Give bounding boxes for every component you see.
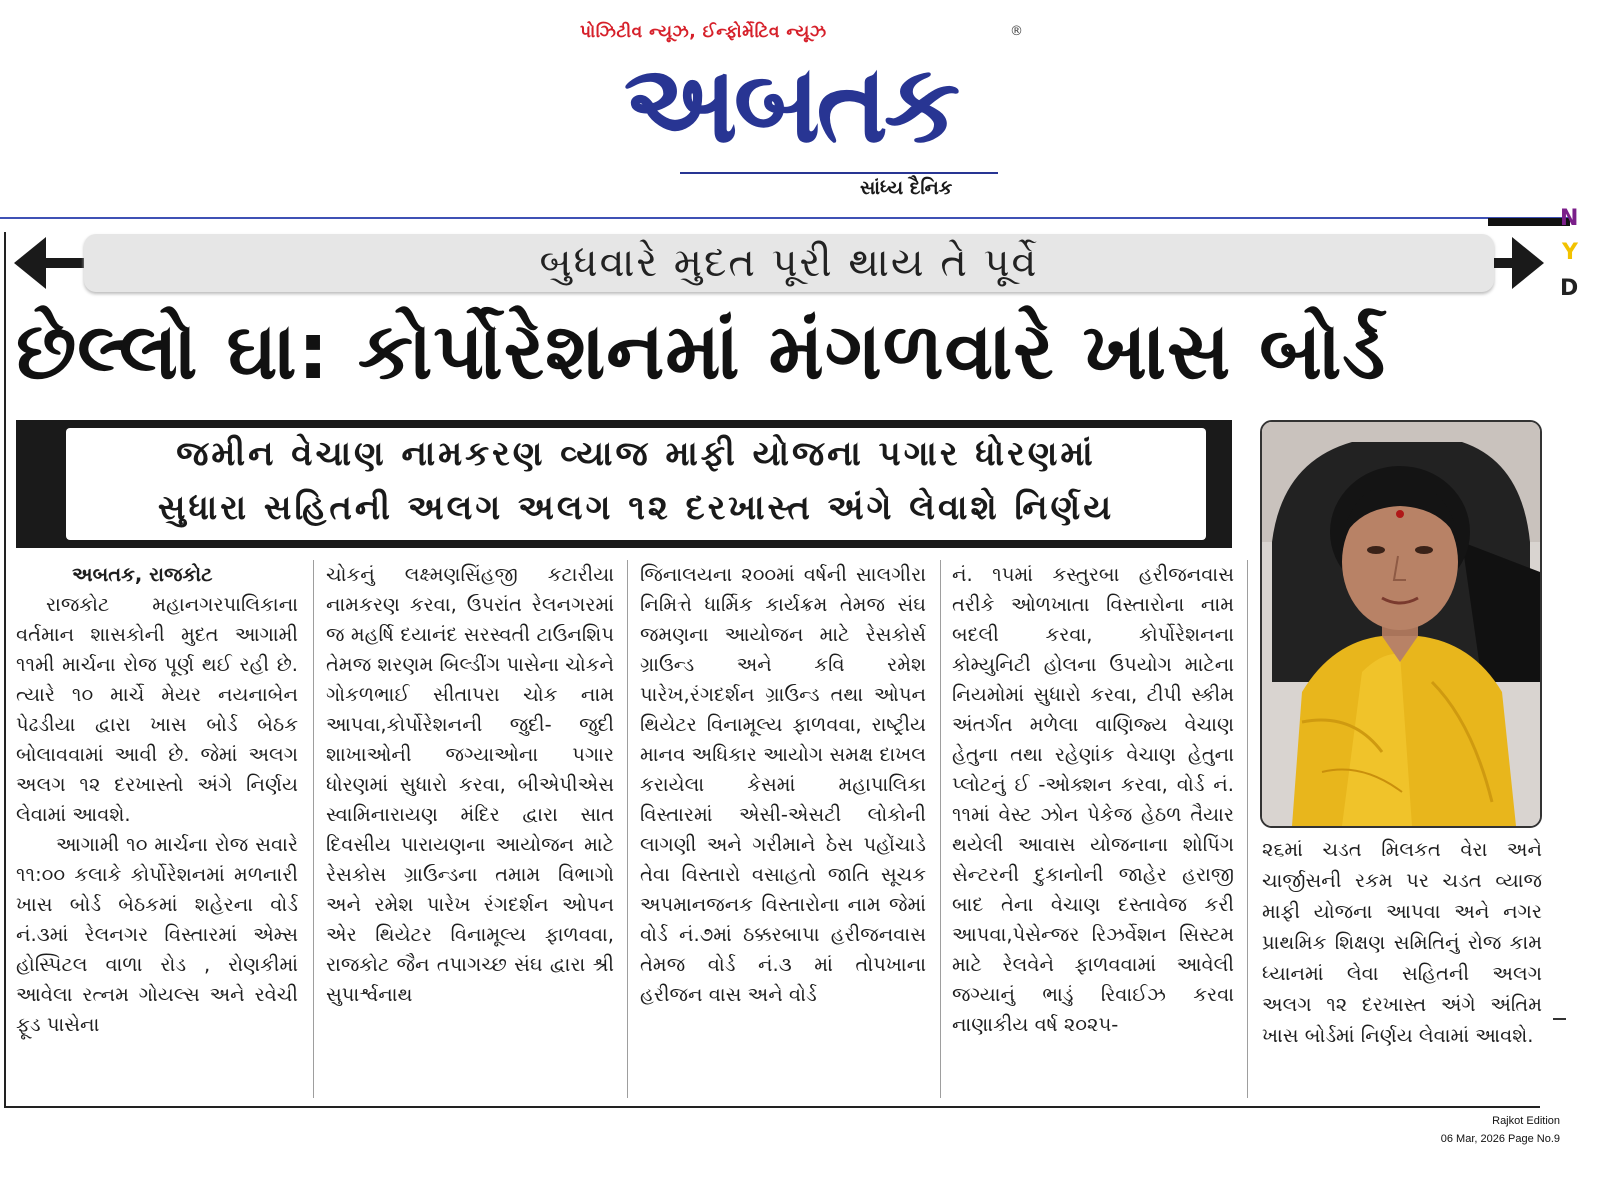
column-rule-3	[940, 560, 941, 1098]
arrow-right-icon	[1512, 237, 1544, 289]
article-column-2	[326, 560, 614, 1102]
article-column-3	[640, 560, 926, 1102]
article-column-1	[16, 560, 298, 1102]
subhead-line-2: સુધારા સહિતની અલગ અલગ ૧૨ દરખાસ્ત અંગે લેવાશે નિર્ણય	[157, 488, 1115, 528]
adjacent-fragment-3: D	[1560, 276, 1579, 301]
article-paragraph-2: આગામી ૧૦ માર્ચના રોજ સવારે ૧૧:૦૦ કલાકે કોર્પોરેશનમાં મળનારી ખાસ બોર્ડ બેઠકમાં શહેરના વોર્ડ નં.૩માં રેલનગર વિસ્તારમાં એમ્સ હોસ્પિટલ વાળા રોડ , રોણકીમાં આવેલા રત્નમ ગોયલ્સ અને રવેચી ફૂડ પાસેના	[16, 833, 298, 1036]
article-paragraph-6: ૨૬માં ચડત મિલકત વેરા અને ચાર્જીસની રકમ પર ચડત વ્યાજ માફી યોજના આપવા અને નગર પ્રાથમિક શિક્ષણ સમિતિનું રોજ કામ ધ્યાનમાં લેવા સહિતની અલગ અલગ ૧૨ દરખાસ્ત અંગે અંતિમ ખાસ બોર્ડમાં નિર્ણય લેવામાં આવશે.	[1262, 838, 1542, 1047]
column-rule-2	[627, 560, 628, 1098]
masthead	[560, 20, 1030, 205]
logo-underline	[680, 172, 998, 174]
subhead-box	[16, 420, 1232, 548]
mayor-portrait-photo	[1260, 420, 1542, 828]
page-footer	[1441, 1112, 1560, 1148]
column-rule-4	[1247, 560, 1248, 1098]
adjacent-fragment-2: Y	[1562, 240, 1578, 265]
subhead-inner	[66, 428, 1206, 540]
article-paragraph-5: નં. ૧૫માં કસ્તુરબા હરીજનવાસ તરીકે ઓળખાતા વિસ્તારોના નામ બદલી કરવા, કોર્પોરેશનના કોમ્યુનિટી હોલના ઉપયોગ માટેના નિયમોમાં સુધારો કરવા, ટીપી સ્કીમ અંતર્ગત મળેલા વાણિજ્ય વેચાણ હેતુના તથા રહેણાંક વેચાણ હેતુના પ્લોટનું ઈ -ઓક્શન કરવા, વોર્ડ નં. ૧૧માં વેસ્ટ ઝોન પેકેજ હેઠળ તૈયાર થયેલી આવાસ યોજનાના શોપિંગ સેન્ટરની દુકાનોની જાહેર હરાજી બાદ તેના વેચાણ દસ્તાવેજ કરી આપવા,પેસેન્જર રિઝર્વેશન સિસ્ટમ માટે રેલવેને ફાળવવામાં આવેલી જગ્યાનું ભાડું રિવાઈઝ કરવા નાણાકીય વર્ષ ૨૦૨૫-	[952, 563, 1234, 1036]
article-column-5	[1262, 834, 1542, 1104]
subhead-line-1: જમીન વેચાણ નામકરણ વ્યાજ માફી યોજના પગાર ધોરણમાં	[176, 434, 1096, 474]
edition-type: સાંધ્ય દૈનિક	[860, 177, 953, 199]
column-rule-1	[313, 560, 314, 1098]
continuation-dash	[1553, 1018, 1566, 1020]
article-paragraph-3: ચોકનું લક્ષ્મણસિંહજી કટારીયા નામકરણ કરવા, ઉપરાંત રેલનગરમાં જ મહર્ષિ દયાનંદ સરસ્વતી ટાઉનશિપ તેમજ શરણમ બિલ્ડીંગ પાસેના ચોકને ગોકળભાઈ સીતાપરા ચોક નામ આપવા,કોર્પોરેશનની જુદી- જુદી શાખાઓની જગ્યાઓના પગાર ધોરણમાં સુધારો કરવા, બીએપીએસ સ્વામિનારાયણ મંદિર દ્વારા સાત દિવસીય પારાયણના આયોજન માટે રેસકોસ ગ્રાઉન્ડના તમામ વિભાગો અને રમેશ પારેખ રંગદર્શન ઓપન એર થિયેટર વિનામૂલ્ય ફાળવવા, રાજકોટ જૈન તપાગચ્છ સંઘ દ્વારા શ્રી સુપાર્શ્વનાથ	[326, 563, 614, 1006]
masthead-divider	[0, 217, 1570, 219]
headline: છેલ્લો ઘા: કોર્પોરેશનમાં મંગળવારે ખાસ બોર્ડ	[16, 307, 1387, 397]
edition-label: Rajkot Edition	[1492, 1115, 1560, 1127]
masthead-tagline: પોઝિટીવ ન્યૂઝ, ઈન્ફોર્મેટિવ ન્યૂઝ	[580, 22, 827, 42]
registered-mark: ®	[1010, 24, 1023, 39]
adjacent-article-bar	[1488, 218, 1570, 226]
date-page-label: 06 Mar, 2026 Page No.9	[1440, 1133, 1560, 1145]
adjacent-fragment-1: N	[1560, 206, 1579, 231]
newspaper-logo[interactable]: અબતક	[623, 42, 957, 167]
article-paragraph-4: જિનાલયના ૨૦૦માં વર્ષની સાલગીરા નિમિત્તે ધાર્મિક કાર્યક્રમ તેમજ સંઘ જમણના આયોજન માટે રેસકોર્સ ગ્રાઉન્ડ અને કવિ રમેશ પારેખ,રંગદર્શન ગ્રાઉન્ડ તથા ઓપન થિયેટર વિનામૂલ્ય ફાળવવા, રાષ્ટ્રીય માનવ અધિકાર આયોગ સમક્ષ દાખલ કરાયેલા કેસમાં મહાપાલિકા વિસ્તારમાં એસી-એસટી લોકોની લાગણી અને ગરીમાને ઠેસ પહોંચાડે તેવા વિસ્તારો વસાહતો જાતિ સૂચક અપમાનજનક વિસ્તારોના નામ જેમાં વોર્ડ નં.૭માં ઠક્કરબાપા હરીજનવાસ તેમજ વોર્ડ નં.૩ માં તોપખાના હરીજન વાસ અને વોર્ડ	[640, 563, 926, 1006]
kicker: બુધવારે મુદત પૂરી થાય તે પૂર્વે	[539, 240, 1039, 286]
article-paragraph-1: રાજકોટ મહાનગરપાલિકાના વર્તમાન શાસકોની મુદત આગામી ૧૧મી માર્ચના રોજ પૂર્ણ થઈ રહી છે. ત્યારે ૧૦ માર્ચે મેયર નયનાબેન પેઢડીયા દ્વારા ખાસ બોર્ડ બેઠક બોલાવવામાં આવી છે. જેમાં અલગ અલગ ૧૨ દરખાસ્તો અંગે નિર્ણય લેવામાં આવશે.	[16, 593, 298, 826]
arrow-left-icon	[14, 237, 46, 289]
article-dateline: અબતક, રાજકોટ	[72, 563, 213, 586]
portrait-illustration	[1262, 422, 1540, 826]
arrow-right-stem	[1494, 258, 1514, 268]
arrow-left-stem	[44, 258, 84, 268]
clipping-border-bottom	[4, 1106, 1540, 1108]
article-column-4	[952, 560, 1234, 1102]
clipping-border-left	[4, 232, 6, 1107]
